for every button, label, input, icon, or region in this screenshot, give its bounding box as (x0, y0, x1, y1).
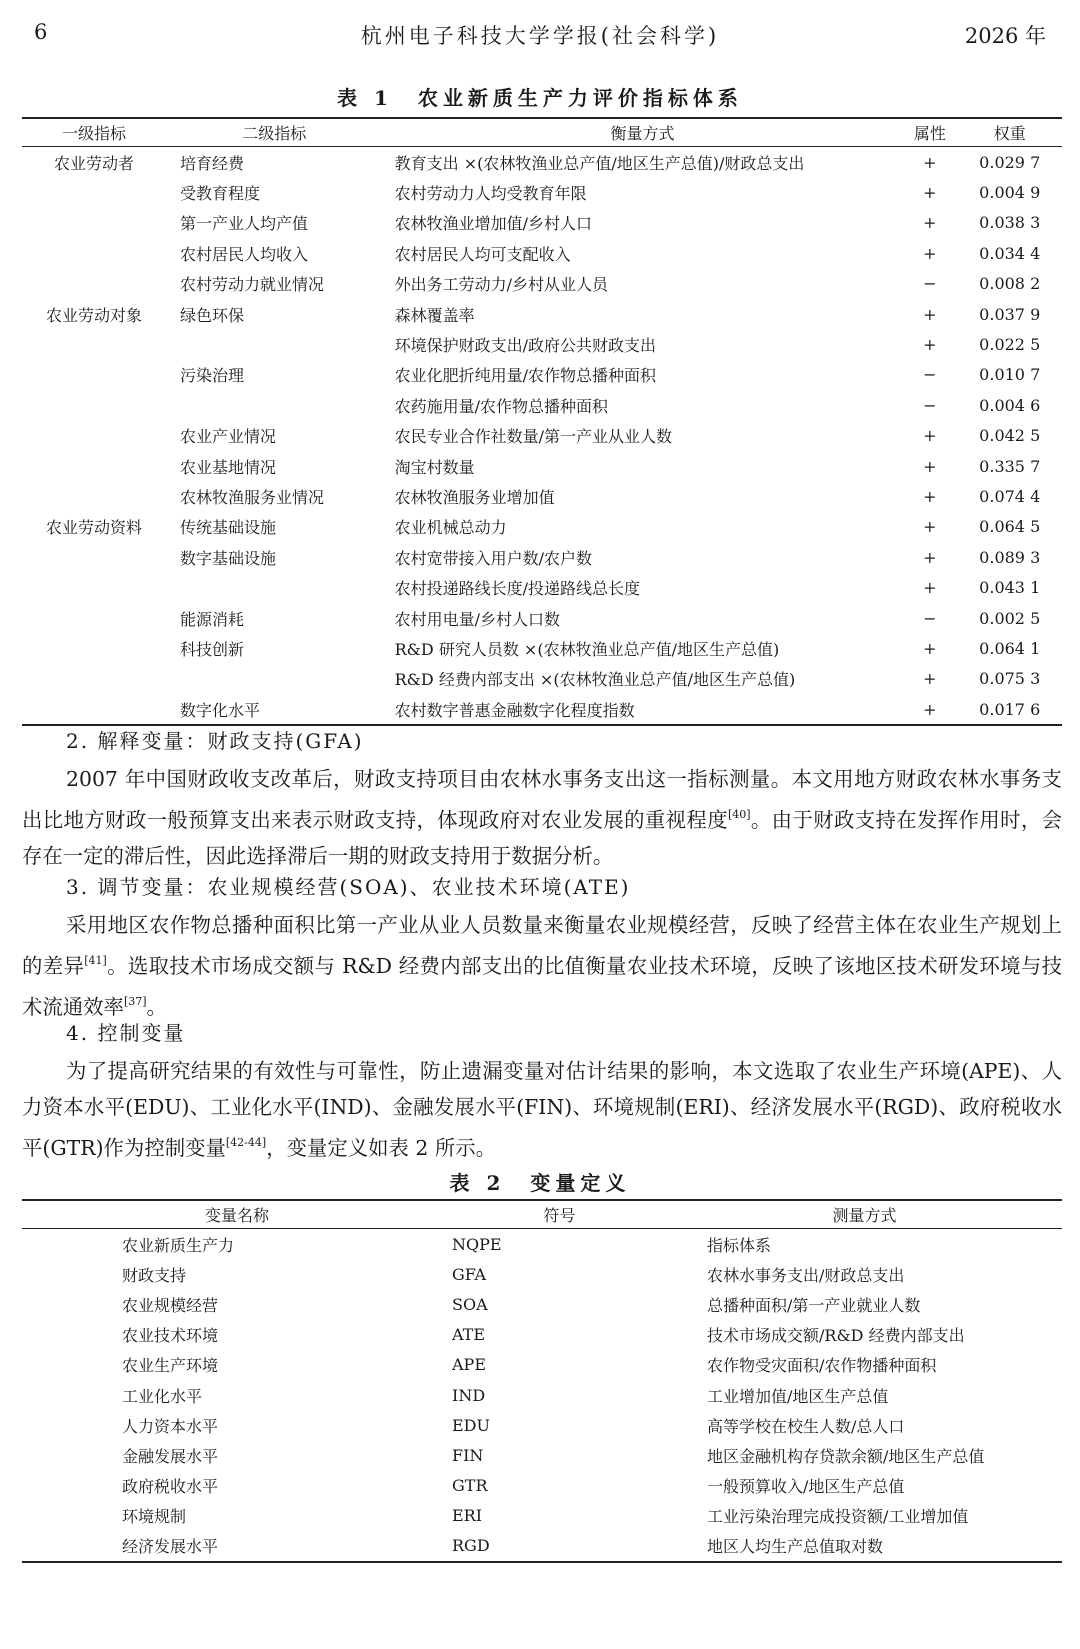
cell-primary-indicator (22, 177, 166, 207)
table-row (22, 1471, 1062, 1501)
section4-text-tail: ，变量定义如表 2 所示。 (266, 1136, 497, 1160)
table-row (22, 1440, 1062, 1470)
cell-attribute: + (923, 426, 937, 446)
table1 (22, 117, 1062, 726)
cell-secondary-indicator: 农业基地情况 (179, 457, 276, 477)
cell-secondary-indicator (166, 664, 383, 694)
cell-primary-indicator: 农业劳动资料 (45, 518, 142, 538)
cell-variable-name: 工业化水平 (122, 1386, 203, 1406)
cell-attribute: + (923, 669, 937, 689)
table2 (22, 1199, 1062, 1563)
cell-measurement: 农村投递路线长度/投递路线总长度 (394, 579, 641, 599)
cell-attribute: + (923, 304, 937, 324)
table-row (22, 542, 1062, 572)
section3-heading: 3. 调节变量：农业规模经营(SOA)、农业技术环境(ATE) (66, 875, 631, 899)
cell-primary-indicator (22, 451, 166, 481)
cell-symbol: EDU (452, 1415, 490, 1435)
section3-text-mid: 。选取技术市场成交额与 R&D 经费内部支出的比值衡量农业技术环境，反映了该地区技术研发环境与技术流通效率 (22, 954, 1063, 1019)
table-row (22, 1259, 1062, 1289)
cell-variable-name: 经济发展水平 (22, 1531, 452, 1562)
cell-attribute: − (923, 365, 937, 385)
cell-attribute: − (923, 395, 937, 415)
cell-measurement: 淘宝村数量 (394, 457, 475, 477)
cell-weight: 0.043 1 (979, 578, 1041, 598)
cell-primary-indicator (22, 633, 166, 663)
table1-header-row (22, 118, 1062, 147)
cell-primary-indicator (22, 360, 166, 390)
cell-attribute: + (902, 694, 957, 725)
table-row (22, 329, 1062, 359)
column-header-primary-indicator: 一级指标 (22, 118, 166, 147)
table-row (22, 238, 1062, 268)
table-row (22, 177, 1062, 207)
cell-variable-name: 农业技术环境 (122, 1326, 219, 1346)
cell-attribute: − (923, 274, 937, 294)
cell-attribute: + (923, 517, 937, 537)
table2-caption: 表 2 变量定义 (449, 1171, 631, 1195)
section3-text-tail: 。 (146, 995, 167, 1019)
cell-measurement: 农业机械总动力 (394, 518, 507, 538)
table-row (22, 421, 1062, 451)
column-header-secondary-indicator: 二级指标 (166, 118, 383, 147)
cell-measurement: 农村宽带接入用户数/农户数 (394, 548, 593, 568)
cell-measurement: 农林牧渔服务业增加值 (394, 487, 555, 507)
cell-weight: 0.022 5 (979, 335, 1041, 355)
cell-weight: 0.042 5 (979, 426, 1041, 446)
table1-caption: 表 1 农业新质生产力评价指标体系 (337, 86, 743, 110)
cell-secondary-indicator: 第一产业人均产值 (179, 214, 308, 234)
cell-measurement: 农林水事务支出/财政总支出 (707, 1265, 905, 1285)
table-row (22, 1350, 1062, 1380)
cell-measurement: 指标体系 (707, 1235, 772, 1255)
cell-symbol: NQPE (452, 1234, 502, 1254)
cell-measurement: R&D 经费内部支出 ×(农林牧渔业总产值/地区生产总值) (394, 670, 796, 690)
cell-weight: 0.064 5 (979, 517, 1041, 537)
running-header (34, 20, 1046, 54)
table-row (22, 1289, 1062, 1319)
cell-secondary-indicator: 绿色环保 (179, 305, 244, 325)
cell-weight: 0.037 9 (979, 304, 1041, 324)
cell-variable-name: 政府税收水平 (122, 1477, 219, 1497)
cell-variable-name: 环境规制 (122, 1507, 187, 1527)
table-row (22, 451, 1062, 481)
cell-measurement: 农村劳动力人均受教育年限 (394, 184, 587, 204)
cell-attribute: + (923, 243, 937, 263)
cell-secondary-indicator (166, 329, 383, 359)
citation: [37] (123, 995, 147, 1008)
table2-header-row (22, 1200, 1062, 1229)
cell-variable-name: 农业规模经营 (122, 1295, 219, 1315)
cell-primary-indicator: 农业劳动者 (53, 153, 134, 173)
column-header-variable-name: 变量名称 (22, 1200, 452, 1229)
cell-measurement: 农村居民人均可支配收入 (394, 244, 571, 264)
cell-primary-indicator (22, 269, 166, 299)
section3-paragraph (22, 907, 1062, 1025)
section2-text-tail: 。由于财政支持在发挥作用时，会存在一定的滞后性，因此选择滞后一期的财政支持用于数据分析。 (22, 808, 1062, 868)
cell-symbol: IND (452, 1385, 486, 1405)
cell-primary-indicator (22, 694, 166, 725)
cell-primary-indicator (22, 208, 166, 238)
cell-secondary-indicator (166, 572, 383, 602)
cell-primary-indicator (22, 542, 166, 572)
cell-weight: 0.074 4 (979, 486, 1041, 506)
table-row (22, 481, 1062, 511)
cell-measurement: 农林牧渔业增加值/乡村人口 (394, 214, 593, 234)
cell-variable-name: 金融发展水平 (122, 1446, 219, 1466)
cell-secondary-indicator: 农村劳动力就业情况 (179, 275, 324, 295)
page-number: 6 (34, 20, 48, 44)
table-row (22, 299, 1062, 329)
cell-measurement: 农药施用量/农作物总播种面积 (394, 396, 609, 416)
cell-secondary-indicator: 受教育程度 (179, 184, 260, 204)
citation: [41] (84, 954, 107, 967)
cell-attribute: + (923, 638, 937, 658)
cell-weight: 0.008 2 (979, 274, 1041, 294)
cell-secondary-indicator: 农村居民人均收入 (179, 244, 308, 264)
section2-paragraph (22, 761, 1062, 874)
cell-measurement: 技术市场成交额/R&D 经费内部支出 (707, 1326, 965, 1346)
cell-secondary-indicator (166, 390, 383, 420)
cell-symbol: RGD (452, 1531, 667, 1562)
table-row (22, 633, 1062, 663)
cell-measurement: R&D 研究人员数 ×(农林牧渔业总产值/地区生产总值) (394, 639, 780, 659)
cell-secondary-indicator: 农林牧渔服务业情况 (179, 487, 324, 507)
cell-variable-name: 人力资本水平 (122, 1416, 219, 1436)
cell-secondary-indicator: 数字化水平 (166, 694, 383, 725)
table-row (22, 664, 1062, 694)
cell-secondary-indicator: 科技创新 (179, 639, 244, 659)
cell-symbol: APE (452, 1355, 486, 1375)
cell-secondary-indicator: 数字基础设施 (179, 548, 276, 568)
cell-weight: 0.002 5 (979, 608, 1041, 628)
cell-primary-indicator (22, 390, 166, 420)
cell-weight: 0.089 3 (979, 547, 1041, 567)
cell-weight: 0.034 4 (979, 243, 1041, 263)
cell-attribute: + (923, 183, 937, 203)
table-row (22, 360, 1062, 390)
cell-measurement: 环境保护财政支出/政府公共财政支出 (394, 336, 657, 356)
cell-attribute: + (923, 486, 937, 506)
cell-attribute: + (923, 578, 937, 598)
table-row (22, 1531, 1062, 1562)
section4-text: 为了提高研究结果的有效性与可靠性，防止遗漏变量对估计结果的影响，本文选取了农业生产环境(APE)、人力资本水平(EDU)、工业化水平(IND)、金融发展水平(FIN)、环境规制(ERI)、经济发展水平(RGD)、政府税收水平(GTR)作为控制变量 (22, 1059, 1062, 1160)
table-row (22, 147, 1062, 178)
table-row (22, 512, 1062, 542)
cell-measurement: 农业化肥折纯用量/农作物总播种面积 (394, 366, 657, 386)
cell-secondary-indicator: 能源消耗 (179, 609, 244, 629)
section2-text: 2007 年中国财政收支改革后，财政支持项目由农林水事务支出这一指标测量。本文用地方财政农林水事务支出比地方财政一般预算支出来表示财政支持，体现政府对农业发展的重视程度 (22, 767, 1062, 832)
section4-heading: 4. 控制变量 (66, 1021, 186, 1045)
cell-variable-name: 农业新质生产力 (122, 1235, 235, 1255)
section3-text: 采用地区农作物总播种面积比第一产业从业人员数量来衡量农业规模经营，反映了经营主体在农业生产规划上的差异 (22, 913, 1062, 978)
section4-paragraph (22, 1053, 1062, 1166)
cell-attribute: + (923, 213, 937, 233)
cell-measurement: 高等学校在校生人数/总人口 (707, 1416, 905, 1436)
column-header-weight: 权重 (957, 118, 1062, 147)
column-header-symbol: 符号 (452, 1200, 667, 1229)
table-row (22, 1410, 1062, 1440)
cell-primary-indicator (22, 603, 166, 633)
cell-attribute: − (923, 608, 937, 628)
cell-measurement: 地区金融机构存贷款余额/地区生产总值 (707, 1446, 985, 1466)
cell-attribute: + (923, 152, 937, 172)
cell-variable-name: 农业生产环境 (122, 1356, 219, 1376)
table-row (22, 1320, 1062, 1350)
cell-attribute: + (923, 456, 937, 476)
table-row (22, 1501, 1062, 1531)
cell-symbol: SOA (452, 1294, 488, 1314)
cell-weight: 0.038 3 (979, 213, 1041, 233)
table2-body (22, 1229, 1062, 1563)
column-header-measurement: 衡量方式 (383, 118, 903, 147)
cell-symbol: FIN (452, 1445, 484, 1465)
cell-attribute: + (923, 335, 937, 355)
journal-title: 杭州电子科技大学学报(社会科学) (360, 24, 720, 48)
cell-primary-indicator (22, 481, 166, 511)
table-row (22, 694, 1062, 725)
column-header-attribute: 属性 (902, 118, 957, 147)
cell-measurement: 工业污染治理完成投资额/工业增加值 (707, 1507, 969, 1527)
cell-weight: 0.004 6 (979, 395, 1041, 415)
cell-symbol: GTR (452, 1476, 488, 1496)
cell-weight: 0.017 6 (957, 694, 1062, 725)
section2-heading: 2. 解释变量：财政支持(GFA) (66, 729, 364, 753)
table-row (22, 269, 1062, 299)
publication-year: 2026 年 (964, 24, 1046, 48)
table-row (22, 603, 1062, 633)
cell-measurement: 工业增加值/地区生产总值 (707, 1386, 889, 1406)
cell-primary-indicator (22, 664, 166, 694)
cell-weight: 0.029 7 (979, 152, 1041, 172)
cell-weight: 0.010 7 (979, 365, 1041, 385)
cell-measurement: 地区人均生产总值取对数 (667, 1531, 1062, 1562)
cell-measurement: 农作物受灾面积/农作物播种面积 (707, 1356, 937, 1376)
cell-variable-name: 财政支持 (122, 1265, 187, 1285)
column-header-measurement: 测量方式 (667, 1200, 1062, 1229)
cell-weight: 0.064 1 (979, 638, 1041, 658)
cell-measurement: 一般预算收入/地区生产总值 (707, 1477, 905, 1497)
cell-primary-indicator (22, 572, 166, 602)
cell-primary-indicator: 农业劳动对象 (45, 305, 142, 325)
table-row (22, 572, 1062, 602)
table-row (22, 208, 1062, 238)
cell-measurement: 农村数字普惠金融数字化程度指数 (383, 694, 903, 725)
cell-weight: 0.335 7 (979, 456, 1041, 476)
cell-primary-indicator (22, 421, 166, 451)
table1-body (22, 147, 1062, 726)
cell-weight: 0.075 3 (979, 669, 1041, 689)
citation: [42-44] (225, 1136, 267, 1149)
cell-weight: 0.004 9 (979, 183, 1041, 203)
table-row (22, 390, 1062, 420)
table-row (22, 1380, 1062, 1410)
cell-primary-indicator (22, 238, 166, 268)
cell-secondary-indicator: 污染治理 (179, 366, 244, 386)
cell-measurement: 森林覆盖率 (394, 305, 475, 325)
table-row (22, 1229, 1062, 1260)
cell-measurement: 教育支出 ×(农林牧渔业总产值/地区生产总值)/财政总支出 (394, 153, 805, 173)
cell-secondary-indicator: 农业产业情况 (179, 427, 276, 447)
citation: [40] (727, 808, 751, 821)
cell-symbol: ERI (452, 1506, 483, 1526)
cell-secondary-indicator: 培育经费 (179, 153, 244, 173)
cell-measurement: 外出务工劳动力/乡村从业人员 (394, 275, 609, 295)
cell-attribute: + (923, 547, 937, 567)
cell-measurement: 总播种面积/第一产业就业人数 (707, 1295, 921, 1315)
cell-symbol: ATE (452, 1325, 486, 1345)
cell-measurement: 农民专业合作社数量/第一产业从业人数 (394, 427, 673, 447)
cell-measurement: 农村用电量/乡村人口数 (394, 609, 561, 629)
cell-primary-indicator (22, 329, 166, 359)
cell-secondary-indicator: 传统基础设施 (179, 518, 276, 538)
cell-symbol: GFA (452, 1264, 487, 1284)
